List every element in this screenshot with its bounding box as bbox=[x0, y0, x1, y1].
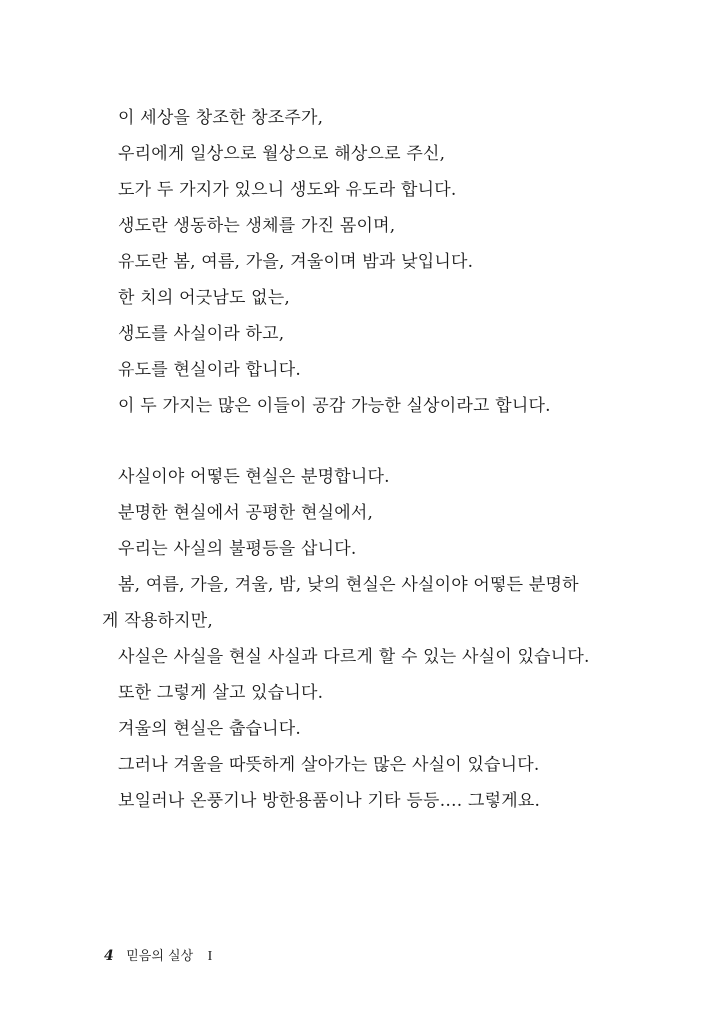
text-line: 분명한 현실에서 공평한 현실에서, bbox=[118, 503, 374, 523]
text-line: 유도를 현실이라 합니다. bbox=[118, 360, 302, 380]
text-line: 사실이야 어떻든 현실은 분명합니다. bbox=[118, 467, 390, 487]
running-title: 믿음의 실상 bbox=[126, 949, 194, 964]
stanza-2 bbox=[102, 459, 622, 819]
text-line: 사실은 사실을 현실 사실과 다르게 할 수 있는 사실이 있습니다. bbox=[118, 647, 590, 667]
stanza-1 bbox=[102, 100, 622, 424]
volume-number: I bbox=[207, 949, 213, 964]
text-line: 또한 그렇게 살고 있습니다. bbox=[118, 683, 324, 703]
text-line: 생도란 생동하는 생체를 가진 몸이며, bbox=[118, 216, 396, 236]
text-line: 봄, 여름, 가을, 겨울, 밤, 낮의 현실은 사실이야 어떻든 분명하 bbox=[118, 575, 579, 595]
text-line: 한 치의 어긋남도 없는, bbox=[118, 288, 291, 308]
text-line: 우리는 사실의 불평등을 삽니다. bbox=[118, 539, 357, 559]
text-line: 우리에게 일상으로 월상으로 해상으로 주신, bbox=[118, 144, 446, 164]
text-line: 이 두 가지는 많은 이들이 공감 가능한 실상이라고 합니다. bbox=[118, 396, 551, 416]
text-line: 보일러나 온풍기나 방한용품이나 기타 등등…. 그렇게요. bbox=[118, 791, 541, 811]
text-line: 겨울의 현실은 춥습니다. bbox=[118, 719, 302, 739]
text-line: 이 세상을 창조한 창조주가, bbox=[118, 108, 324, 128]
page-footer bbox=[104, 946, 212, 967]
page-number: 4 bbox=[104, 948, 114, 964]
text-line: 유도란 봄, 여름, 가을, 겨울이며 밤과 낮입니다. bbox=[118, 252, 474, 272]
text-line: 도가 두 가지가 있으니 생도와 유도라 합니다. bbox=[118, 180, 457, 200]
text-line: 그러나 겨울을 따뜻하게 살아가는 많은 사실이 있습니다. bbox=[118, 755, 540, 775]
text-line-continuation: 게 작용하지만, bbox=[102, 611, 213, 631]
text-line: 생도를 사실이라 하고, bbox=[118, 324, 285, 344]
